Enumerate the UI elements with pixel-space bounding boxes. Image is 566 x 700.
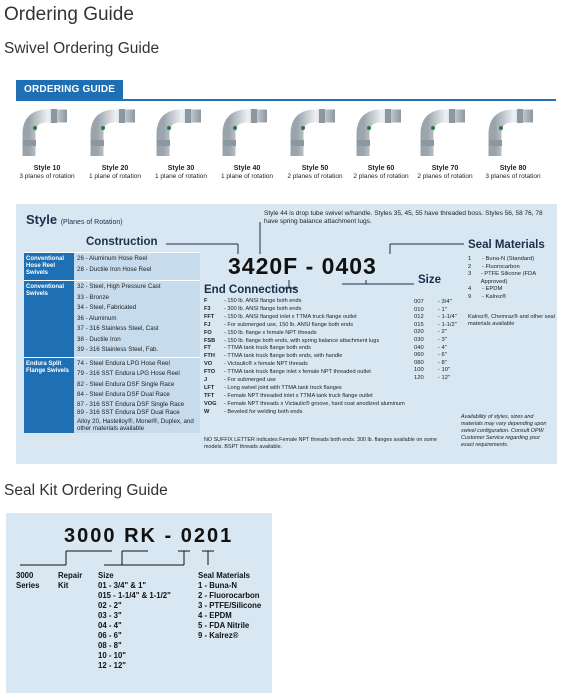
end-connection-code: FJ xyxy=(204,321,211,328)
end-connection-row xyxy=(204,409,422,417)
construction-items xyxy=(74,281,200,357)
seal-material-code: 4 xyxy=(468,286,472,292)
swivel-image xyxy=(155,106,207,162)
size-row xyxy=(414,345,474,353)
end-connection-row xyxy=(204,401,422,409)
seal-code-kit: RK xyxy=(124,525,157,547)
style-item xyxy=(480,106,546,180)
swivel-image xyxy=(221,106,273,162)
seal-kit-size: 02 - 2" xyxy=(98,601,122,610)
size-value: - 3" xyxy=(438,336,447,343)
seal-materials-label: Seal Materials xyxy=(468,239,545,251)
construction-table xyxy=(24,252,200,433)
end-connection-code: F3 xyxy=(204,305,211,312)
construction-group-name: Conventional Hose Reel Swivels xyxy=(24,253,74,280)
seal-kit-seal: 1 - Buna-N xyxy=(198,581,237,590)
construction-item: 38 - Ductile Iron xyxy=(77,335,121,343)
seal-kit-size: 015 - 1-1/4" & 1-1/2" xyxy=(98,591,171,600)
construction-group xyxy=(24,280,200,357)
style-planes: 3 planes of rotation xyxy=(485,172,541,180)
end-connection-row xyxy=(204,385,422,393)
size-row xyxy=(414,329,474,337)
seal-kit-size: 12 - 12" xyxy=(98,661,126,670)
size-code: 060 xyxy=(414,352,424,359)
style-name: Style 10 xyxy=(33,165,61,172)
seal-kit-seal: 9 - Kalrez® xyxy=(198,631,239,640)
seal-material-row xyxy=(468,286,556,294)
seal-kit-seal: 3 - PTFE/Silicone xyxy=(198,601,262,610)
size-value: - 12" xyxy=(438,374,451,381)
style-planes: 2 planes of rotation xyxy=(287,172,343,180)
construction-items xyxy=(74,358,200,434)
style-name: Style 20 xyxy=(101,165,129,172)
availability-note: Availability of styles, sizes and materials may vary depending upon swivel configuration. Consult OPW Customer Service regarding your exact requirements. xyxy=(461,414,547,448)
style-item xyxy=(14,106,80,180)
seal-kit-size-header: Size xyxy=(98,571,114,580)
size-code: 030 xyxy=(414,336,424,343)
end-connection-code: FTH xyxy=(204,353,215,360)
end-connection-desc: - Beveled for welding both ends xyxy=(224,408,303,415)
seal-kit-seal: 4 - EPDM xyxy=(198,611,232,620)
end-connection-row xyxy=(204,314,422,322)
part-code: 3420F - 0403 xyxy=(228,253,377,279)
size-code: 040 xyxy=(414,344,424,351)
style-planes: 2 planes of rotation xyxy=(353,172,409,180)
construction-item: 33 - Bronze xyxy=(77,293,109,301)
seal-kit-panel xyxy=(6,513,272,693)
swivel-ordering-heading: Swivel Ordering Guide xyxy=(4,40,160,57)
style-label: Style (Planes of Rotation) xyxy=(26,212,123,227)
size-row xyxy=(414,375,474,383)
construction-item: 79 - 316 SST Endura LPG Hose Reel xyxy=(77,370,180,377)
end-connection-row xyxy=(204,361,422,369)
style-name: Style 60 xyxy=(367,165,395,172)
end-connection-code: FT xyxy=(204,345,211,352)
construction-item: 26 - Aluminum Hose Reel xyxy=(77,255,148,262)
end-connection-row xyxy=(204,322,422,330)
end-connection-desc: - Female NPT threads x Victaulic® groove, hard coat anodized aluminum xyxy=(224,400,405,407)
end-connection-code: LFT xyxy=(204,384,215,391)
seal-kit-heading: Seal Kit Ordering Guide xyxy=(4,482,168,499)
seal-material-code: 2 xyxy=(468,263,472,270)
seal-material-desc: - PTFE Silicone (FDA Approved) xyxy=(480,271,536,285)
seal-kit-seal: 2 - Fluorocarbon xyxy=(198,591,260,600)
size-row xyxy=(414,367,474,375)
size-code: 020 xyxy=(414,329,424,336)
size-code: 010 xyxy=(414,306,424,313)
size-code: 120 xyxy=(414,374,424,381)
seal-material-row xyxy=(468,271,556,286)
size-list xyxy=(414,299,474,383)
end-connection-desc: - Long swivel joint with TTMA tank truck flanges xyxy=(224,384,342,391)
end-connection-code: F xyxy=(204,298,208,304)
seal-kit-size: 06 - 6" xyxy=(98,631,122,640)
seal-material-desc: - EPDM xyxy=(482,286,503,292)
end-connection-code: TFT xyxy=(204,392,215,399)
style44-note: Style 44 is drop tube swivel w/handle. Styles 35, 45, 55 have threaded boss. Styles 56, 58 76, 78 have spring balance attachment lugs. xyxy=(264,210,543,225)
seal-material-code: 1 xyxy=(468,256,472,262)
seal-kit-size-list xyxy=(98,571,171,671)
swivel-image xyxy=(487,106,539,162)
seal-materials-list xyxy=(468,256,556,301)
size-value: - 3/4" xyxy=(438,299,452,305)
style-item xyxy=(148,106,214,180)
construction-item: 74 - Steel Endura LPG Hose Reel xyxy=(77,359,170,367)
seal-kit-size: 03 - 3" xyxy=(98,611,122,620)
size-code: 015 xyxy=(414,321,424,328)
construction-item: 37 - 316 Stainless Steel, Cast xyxy=(77,325,159,332)
style-item xyxy=(82,106,148,180)
seal-material-desc: - Fluorocarbon xyxy=(482,263,520,270)
size-value: - 1-1/2" xyxy=(438,321,457,328)
style-name: Style 40 xyxy=(233,165,261,172)
end-connection-row xyxy=(204,393,422,401)
size-code: 100 xyxy=(414,367,424,374)
end-connection-desc: - 150 lb. flange x female NPT threads xyxy=(224,329,317,336)
construction-item: 28 - Ductile Iron Hose Reel xyxy=(77,265,152,273)
end-connection-desc: - For submerged use, 150 lb. ANSI flange both ends xyxy=(224,321,354,328)
style-name: Style 80 xyxy=(499,165,527,172)
construction-group-name: Endura Split Flange Swivels xyxy=(24,358,74,434)
end-connection-desc: - Victaulic® x female NPT threads xyxy=(224,361,308,368)
seal-material-row xyxy=(468,294,556,302)
end-connection-desc: - TTMA tank truck flange inlet x female NPT threaded outlet xyxy=(224,369,371,376)
size-value: - 10" xyxy=(438,367,451,374)
size-code: 080 xyxy=(414,359,424,366)
end-connection-desc: - TTMA tank truck flange both ends xyxy=(224,345,311,352)
construction-item: 39 - 316 Stainless Steel, Fab. xyxy=(77,346,159,353)
size-row xyxy=(414,337,474,345)
seal-kit-size: 01 - 3/4" & 1" xyxy=(98,581,147,590)
end-connection-code: FTO xyxy=(204,369,216,376)
end-connection-code: FFT xyxy=(204,313,215,320)
swivel-image xyxy=(419,106,471,162)
end-connection-desc: - Female NPT threaded inlet x TTMA tank truck flange outlet xyxy=(224,392,373,399)
ordering-guide-tab: ORDERING GUIDE xyxy=(16,80,123,99)
size-value: - 2" xyxy=(438,329,447,336)
page-title: Ordering Guide xyxy=(4,4,134,25)
end-connection-desc: - TTMA tank truck flange both ends, with handle xyxy=(224,353,343,360)
series-label: 3000 Series xyxy=(16,571,40,590)
swivel-image xyxy=(21,106,73,162)
size-code: 012 xyxy=(414,314,424,321)
part-number-key xyxy=(16,204,557,464)
end-connection-code: FO xyxy=(204,329,212,336)
seal-code-dash: - xyxy=(164,525,174,547)
end-connection-row xyxy=(204,338,422,346)
style-planes: 1 plane of rotation xyxy=(88,172,142,180)
size-value: - 6" xyxy=(438,352,447,359)
end-connections-list xyxy=(204,298,422,417)
construction-label: Construction xyxy=(86,236,158,248)
construction-item: 36 - Aluminum xyxy=(77,314,117,322)
construction-item: 34 - Steel, Fabricated xyxy=(77,304,137,311)
construction-items xyxy=(74,253,200,280)
seal-material-row xyxy=(468,256,556,264)
size-row xyxy=(414,307,474,315)
construction-item: 32 - Steel, High Pressure Cast xyxy=(77,283,161,290)
size-value: - 8" xyxy=(438,359,447,366)
swivel-image xyxy=(289,106,341,162)
seal-kit-size: 04 - 4" xyxy=(98,621,122,630)
end-connection-desc: - 150 lb. ANSI flange both ends xyxy=(224,298,302,304)
ordering-guide-rule xyxy=(16,99,556,101)
construction-item: 89 - 316 SST Endura DSF Dual Race xyxy=(77,408,180,416)
swivel-image xyxy=(355,106,407,162)
seal-note: Kalrez®, Chemraz® and other seal materials available xyxy=(468,314,555,327)
style-item xyxy=(282,106,348,180)
style-planes: 1 plane of rotation xyxy=(220,172,274,180)
end-connection-code: VO xyxy=(204,361,213,368)
end-connection-row xyxy=(204,330,422,338)
seal-material-desc: - Kalrez® xyxy=(482,293,507,300)
seal-material-desc: - Buna-N (Standard) xyxy=(482,256,535,262)
size-code: 007 xyxy=(414,299,424,305)
seal-code-suffix: 0201 xyxy=(180,525,234,547)
end-connections-label: End Connections xyxy=(204,284,299,296)
size-row xyxy=(414,299,474,307)
ordering-guide-panel xyxy=(8,78,557,468)
style-planes: 1 plane of rotation xyxy=(154,172,208,180)
style-item xyxy=(348,106,414,180)
style-item xyxy=(214,106,280,180)
size-row xyxy=(414,360,474,368)
end-connection-desc: - For submerged use xyxy=(224,377,276,384)
construction-item: 82 - Steel Endura DSF Single Race xyxy=(77,380,175,388)
end-connection-code: VOG xyxy=(204,400,217,407)
style-planes: 3 planes of rotation xyxy=(19,172,75,180)
size-value: - 1" xyxy=(438,306,447,313)
end-connection-row xyxy=(204,306,422,314)
style-name: Style 70 xyxy=(431,165,459,172)
construction-group-name: Conventional Swivels xyxy=(24,281,74,357)
end-connection-row xyxy=(204,298,422,306)
style-planes: 2 planes of rotation xyxy=(417,172,473,180)
repair-kit-label: Repair Kit xyxy=(58,571,83,590)
seal-kit-seal-header: Seal Materials xyxy=(198,571,251,580)
seal-kit-seal: 5 - FDA Nitrile xyxy=(198,621,250,630)
construction-group xyxy=(24,357,200,434)
seal-material-code: 3 xyxy=(468,271,472,277)
size-row xyxy=(414,314,474,322)
style-name: Style 30 xyxy=(167,165,195,172)
size-row xyxy=(414,352,474,360)
construction-group xyxy=(24,252,200,280)
seal-kit-seal-list xyxy=(198,571,261,641)
end-connection-desc: - 150 lb. flange both ends, with spring balance attachment lugs xyxy=(224,337,380,344)
construction-item: 87 - 316 SST Endura DSF Single Race xyxy=(77,400,185,408)
end-connection-code: J xyxy=(204,377,208,384)
style-name: Style 50 xyxy=(301,165,329,172)
construction-item: Alloy 20, Hastelloy®, Monel®, Duplex, and other materials available xyxy=(77,418,194,432)
size-row xyxy=(414,322,474,330)
end-connection-desc: - 150 lb. ANSI flanged inlet x TTMA truck flange outlet xyxy=(224,313,357,320)
end-connection-desc: - 300 lb. ANSI flange both ends xyxy=(224,305,302,312)
no-suffix-note: NO SUFFIX LETTER indicates Female NPT threads both ends. 300 lb. flanges available on some models. BSPT threads available. xyxy=(204,437,438,450)
end-connection-code: FSB xyxy=(204,337,216,344)
end-connection-code: W xyxy=(204,408,210,415)
seal-material-row xyxy=(468,264,556,272)
end-connection-row xyxy=(204,345,422,353)
swivel-image xyxy=(89,106,141,162)
size-value: - 4" xyxy=(438,344,447,351)
size-label: Size xyxy=(418,274,442,286)
end-connection-row xyxy=(204,369,422,377)
seal-kit-size: 08 - 8" xyxy=(98,641,122,650)
size-value: - 1-1/4" xyxy=(438,314,457,321)
end-connection-row xyxy=(204,377,422,385)
style-item xyxy=(412,106,478,180)
seal-code-series: 3000 xyxy=(64,525,117,547)
seal-kit-size: 10 - 10" xyxy=(98,651,126,660)
construction-item: 84 - Steel Endura DSF Dual Race xyxy=(77,391,170,398)
seal-material-code: 9 xyxy=(468,293,472,300)
